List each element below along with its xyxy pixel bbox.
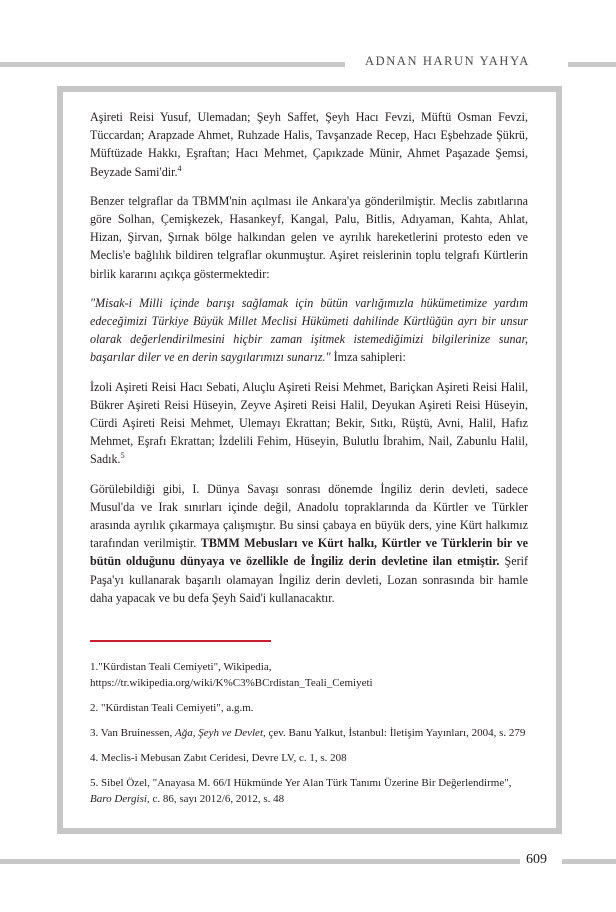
footnotes: [90, 659, 528, 816]
footer-rule-right: [562, 859, 616, 864]
page-number: 609: [526, 852, 547, 867]
footnote-3: [90, 725, 528, 741]
paragraph-1-text: Aşireti Reisi Yusuf, Ulemadan; Şeyh Saffet, Şeyh Hacı Fevzi, Müftü Osman Fevzi, Tüccardan; Arapzade Ahmet, Ruhzade Halis, Tavşanzade Recep, Hacı Eşbehzade Şükrü, Müftüzade Hakkı, Eşraftan; Hacı Mehmet, Çapıkzade Münir, Ahmet Paşazade Şemsi, Beyzade Sami'dir.: [90, 110, 528, 179]
paragraph-3-quote: [90, 294, 528, 367]
footnote-4: 4. Meclis-i Mebusan Zabıt Ceridesi, Devre LV, c. 1, s. 208: [90, 752, 347, 764]
paragraph-4: [90, 378, 528, 469]
paragraph-5-bold: TBMM Mebusları ve Kürt halkı, Kürtler ve Türklerin bir ve bütün olduğunu dünyaya ve özellikle de İngiliz derin devletine ilan etmiştir.: [90, 536, 528, 569]
paragraph-1: [90, 108, 528, 181]
paragraph-4-text: İzoli Aşireti Reisi Hacı Sebati, Aluçlu Aşireti Reisi Mehmet, Bariçkan Aşireti Reisi Halil, Bükrer Aşireti Reisi Hüseyin, Zeyve Aşireti Reisi Halil, Deyukan Aşireti Reisi Hüseyin, Cürdi Aşireti Reisi Mehmet, Ulemayı Ekrattan; Bekir, Sıtkı, Rüştü, Avni, Halil, Hafız Mehmet, Eşrafı Ekrattan; İzdelili Fehim, Hüseyin, Bulutlu İbrahim, Nail, Zabunlu Halil, Sadık.: [90, 379, 528, 467]
telegram-quote: "Misak-i Milli içinde barışı sağlamak için bütün varlığımızla hükümetimize yardım edeceğimizi Türkiye Büyük Millet Meclisi Hükümeti dahilinde Kürtlüğün ayrı bir unsur olarak değerlendirilmesini hiçbir zaman işitmek istemediğimizi bilgilerinize sunar, başarılar diler ve en derin saygılarımızı sunarız.": [90, 295, 528, 365]
paragraph-5: [90, 480, 528, 607]
footnote-5-journal: Baro Dergisi,: [90, 793, 150, 805]
footnote-5-author: 5. Sibel Özel, "Anayasa M. 66/I Hükmünde Yer Alan Türk Tanımı Üzerine Bir Değerlendirme",: [90, 777, 512, 789]
footnote-5-details: c. 86, sayı 2012/6, 2012, s. 48: [149, 793, 285, 805]
footnote-5: [90, 775, 528, 807]
header-rule-right: [568, 62, 616, 67]
footnote-divider: [90, 640, 271, 642]
main-text: [90, 108, 528, 618]
footnote-1: 1."Kürdistan Teali Cemiyeti", Wikipedia, https://tr.wikipedia.org/wiki/K%C3%BCrdistan_Teali_Cemiyeti: [90, 661, 373, 689]
paragraph-2: Benzer telgraflar da TBMM'nin açılması ile Ankara'ya gönderilmiştir. Meclis zabıtlarına göre Solhan, Çemişkezek, Hasankeyf, Kangal, Palu, Bitlis, Adıyaman, Kahta, Ahlat, Hizan, Şirvan, Şırnak bölge halkından gelen ve ayrılık hareketlerini protesto eden ve Meclis'e bağlılık bildiren telgraflar okunmuştur. Aşiret reislerinin toplu telgrafı Kürtlerin birlik kararını açıkça göstermektedir:: [90, 193, 528, 281]
footnote-3-details: çev. Banu Yalkut, İstanbul: İletişim Yayınları, 2004, s. 279: [265, 727, 526, 739]
footnote-2: 2. "Kürdistan Teali Cemiyeti", a.g.m.: [90, 702, 254, 714]
footnote-ref-4: 4: [177, 163, 182, 173]
footnote-ref-5: 5: [120, 451, 125, 461]
paragraph-5-text: Görülebildiği gibi, I. Dünya Savaşı sonrası dönemde İngiliz derin devleti, sadece Musul'da ve Irak sınırları içinde değil, Anadolu topraklarında da Kürtler ve Türkler arasında ayrılık çıkarmaya çalışmıştır. Bu sinsi çabaya en büyük ders, yine Kürt halkımız tarafından verilmiştir.: [90, 481, 528, 551]
footer-rule-left: [0, 859, 520, 864]
footnote-3-title: Ağa, Şeyh ve Devlet,: [175, 727, 266, 739]
signatories-intro: İmza sahipleri:: [330, 350, 406, 365]
header-rule-left: [0, 62, 345, 67]
footnote-3-author: 3. Van Bruinessen,: [90, 727, 176, 739]
running-header-author: ADNAN HARUN YAHYA: [365, 54, 530, 68]
paragraph-5-after: Şerif Paşa'yı kullanarak başarılı olamayan İngiliz derin devleti, Lozan sonrasında bir hamle daha yapacak ve bu defa Şeyh Said'i kullanacaktır.: [90, 554, 528, 605]
